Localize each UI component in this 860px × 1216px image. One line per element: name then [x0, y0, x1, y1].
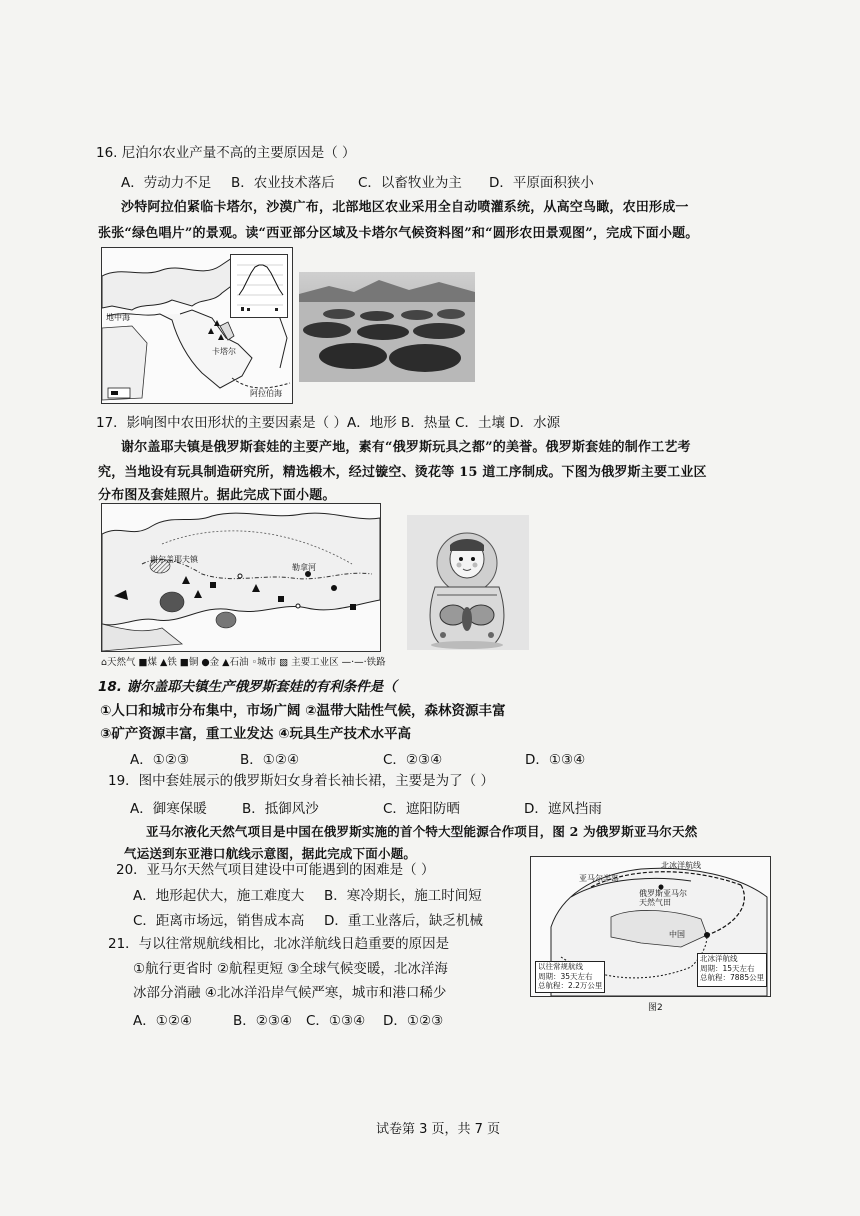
q16-option-d: D．平原面积狭小 — [489, 175, 594, 191]
sergiev-posad-label: 谢尔盖耶夫镇 — [150, 555, 198, 564]
q16-option-c: C．以畜牧业为主 — [358, 175, 462, 191]
q21-option-b: B．②③④ — [233, 1013, 293, 1029]
arctic-route-label: 北冰洋航线 — [661, 861, 701, 870]
conventional-route-box — [535, 961, 605, 993]
arctic-route-distance: 总航程：7885公里 — [700, 973, 765, 982]
q18-option-b: B．①②④ — [240, 752, 300, 768]
qatar-climate-chart — [230, 254, 288, 318]
china-label: 中国 — [669, 930, 685, 939]
russia-map-legend: ⌂天然气 ■煤 ▲铁 ■铜 ●金 ▲石油 ◦城市 ▨ 主要工业区 —·—·铁路 — [101, 657, 386, 668]
q18-option-d: D．①③④ — [525, 752, 586, 768]
q18-option-a: A．①②③ — [130, 752, 190, 768]
q19-option-c: C．遮阳防晒 — [383, 801, 460, 817]
climate-chart-drawing — [231, 255, 287, 317]
page-footer: 试卷第 3 页，共 7 页 — [376, 1122, 501, 1137]
conventional-route-title: 以往常规航线 — [538, 962, 583, 971]
q18-statement-3-4: ③矿产资源丰富，重工业发达 ④玩具生产技术水平高 — [100, 726, 412, 742]
passage3-line1: 亚马尔液化天然气项目是中国在俄罗斯实施的首个特大型能源合作项目，图 2 为俄罗斯亚马尔天然 — [146, 824, 698, 839]
yamal-gas-field-label: 俄罗斯亚马尔天然气田 — [639, 889, 687, 907]
qatar-label: 卡塔尔 — [212, 347, 236, 356]
q21-option-c: C．①③④ — [306, 1013, 366, 1029]
russia-map-drawing — [102, 504, 380, 651]
q20-stem: 20．亚马尔天然气项目建设中可能遇到的困难是（ ） — [116, 862, 435, 878]
q19-option-b: B．抵御风沙 — [242, 801, 319, 817]
q18-option-c: C．②③④ — [383, 752, 443, 768]
q20-option-d: D．重工业落后，缺乏机械 — [324, 913, 483, 929]
q19-stem: 19．图中套娃展示的俄罗斯妇女身着长袖长裙，主要是为了（ ） — [108, 773, 494, 789]
q18-stem: 18. 谢尔盖耶夫镇生产俄罗斯套娃的有利条件是（ — [98, 679, 397, 695]
q21-statement-1-3: ①航行更省时 ②航程更短 ③全球气候变暖，北冰洋海 — [133, 961, 448, 977]
q21-stem: 21．与以往常规航线相比，北冰洋航线日趋重要的原因是 — [108, 936, 450, 952]
arctic-route-box — [697, 953, 767, 987]
arctic-route-map — [530, 856, 771, 997]
q21-option-a: A．①②④ — [133, 1013, 193, 1029]
q20-option-c: C．距离市场远，销售成本高 — [133, 913, 305, 929]
conventional-route-period: 周期：35天左右 — [538, 971, 593, 981]
q21-option-d: D．①②③ — [383, 1013, 444, 1029]
yamal-peninsula-label: 亚马尔半岛 — [579, 874, 619, 883]
arctic-route-box-title: 北冰洋航线 — [700, 954, 738, 963]
passage2-line1: 谢尔盖耶夫镇是俄罗斯套娃的主要产地，素有“俄罗斯玩具之都”的美誉。俄罗斯套娃的制作工艺考 — [121, 440, 691, 455]
passage3-line2: 气运送到东亚港口航线示意图，据此完成下面小题。 — [124, 846, 417, 861]
matryoshka-photo — [407, 515, 529, 650]
conventional-route-distance: 总航程：2.2万公里 — [538, 981, 603, 990]
mediterranean-label: 地中海 — [106, 313, 130, 322]
matryoshka-drawing — [407, 515, 529, 650]
q16-option-b: B．农业技术落后 — [231, 175, 335, 191]
q19-option-d: D．遮风挡雨 — [524, 801, 602, 817]
q16-option-a: A．劳动力不足 — [121, 175, 212, 191]
arabian-sea-label: 阿拉伯海 — [250, 389, 282, 398]
circular-farmland-photo — [299, 272, 475, 382]
west-asia-map — [101, 247, 293, 404]
lena-river-label: 勒拿河 — [292, 563, 316, 572]
figure-2-caption: 图2 — [648, 1003, 663, 1013]
passage2-line3: 分布图及套娃照片。据此完成下面小题。 — [98, 488, 336, 503]
q17-stem: 17．影响图中农田形状的主要因素是（ ）A．地形 B．热量 C．土壤 D．水源 — [96, 415, 561, 431]
q18-statement-1-2: ①人口和城市分布集中，市场广阔 ②温带大陆性气候，森林资源丰富 — [100, 703, 506, 719]
passage1-line1: 沙特阿拉伯紧临卡塔尔，沙漠广布，北部地区农业采用全自动喷灌系统，从高空鸟瞰，农田形成一 — [121, 200, 689, 215]
q19-option-a: A．御寒保暖 — [130, 801, 207, 817]
q20-option-a: A．地形起伏大，施工难度大 — [133, 888, 305, 904]
arctic-route-period: 周期：15天左右 — [700, 963, 755, 973]
q20-option-b: B．寒冷期长，施工时间短 — [324, 888, 482, 904]
circular-farmland-drawing — [299, 272, 475, 382]
q16-stem: 16. 尼泊尔农业产量不高的主要原因是（ ） — [96, 145, 356, 161]
russia-industry-map — [101, 503, 381, 652]
passage1-line2: 张张“绿色唱片”的景观。读“西亚部分区域及卡塔尔气候资料图”和“圆形农田景观图”，完成下面小题。 — [98, 226, 699, 241]
passage2-line2: 究，当地设有玩具制造研究所，精选椴木，经过镟空、烫花等 15 道工序制成。下图为俄罗斯主要工业区 — [98, 465, 707, 480]
q21-statement-3-4: 冰部分消融 ④北冰洋沿岸气候严寒，城市和港口稀少 — [133, 985, 447, 1001]
